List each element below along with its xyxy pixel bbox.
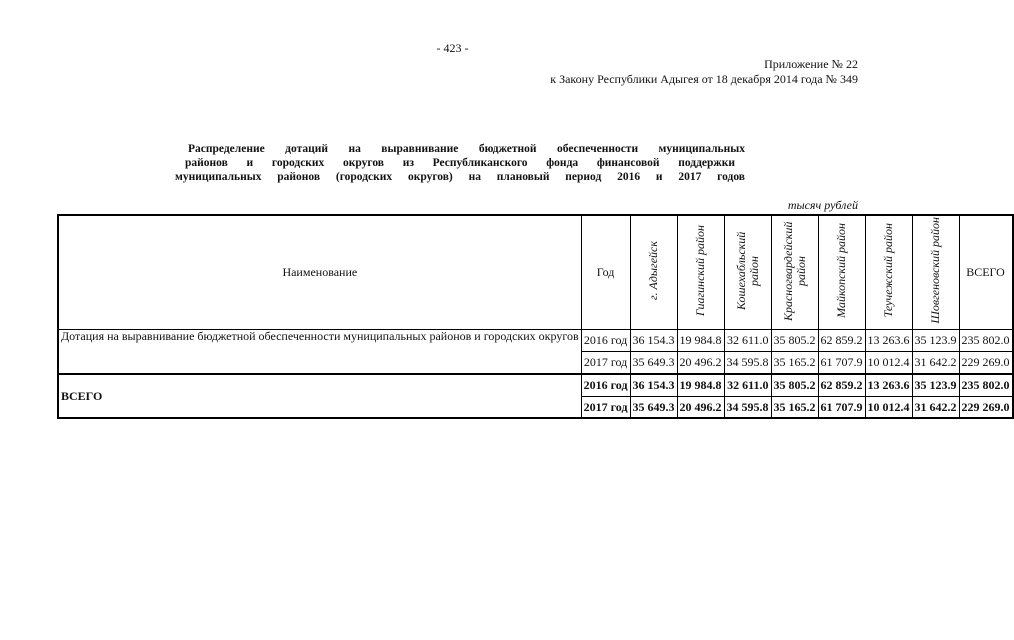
header-district-label: г. Адыгейск [646, 241, 661, 300]
table-cell: 35 123.9 [912, 330, 959, 352]
header-total: ВСЕГО [959, 215, 1013, 330]
header-year: Год [581, 215, 630, 330]
table-cell: 35 649.3 [630, 352, 677, 375]
document-title [175, 142, 745, 184]
table-cell: 35 165.2 [771, 397, 818, 419]
header-district-label: Красногвардейский район [780, 220, 808, 321]
cell-year: 2016 год [581, 374, 630, 397]
header-district-label: Гиагинский район [693, 224, 708, 317]
table-cell: 35 805.2 [771, 374, 818, 397]
appendix-number: Приложение № 22 [764, 57, 858, 71]
cell-year: 2017 год [581, 397, 630, 419]
table-cell: 31 642.2 [912, 397, 959, 419]
cell-total: 229 269.0 [959, 397, 1013, 419]
distribution-table [57, 214, 1014, 419]
header-district [724, 215, 771, 330]
table-cell: 32 611.0 [724, 374, 771, 397]
table-cell: 32 611.0 [724, 330, 771, 352]
header-district [630, 215, 677, 330]
cell-total: 235 802.0 [959, 330, 1013, 352]
cell-total: 229 269.0 [959, 352, 1013, 375]
header-district [771, 215, 818, 330]
table-cell: 35 165.2 [771, 352, 818, 375]
header-district [865, 215, 912, 330]
table-cell: 61 707.9 [818, 352, 865, 375]
table-cell: 34 595.8 [724, 352, 771, 375]
table-cell: 10 012.4 [865, 397, 912, 419]
row-name-subsidy: Дотация на выравнивание бюджетной обеспеченности муниципальных районов и городских округов [58, 330, 581, 375]
table-cell: 19 984.8 [677, 374, 724, 397]
table-row [58, 374, 1013, 397]
table-cell: 10 012.4 [865, 352, 912, 375]
title-line-1: Распределение дотаций на выравнивание бюджетной обеспеченности муниципальных [188, 143, 745, 155]
header-district-label: Шовгеновский район [928, 217, 943, 324]
header-district-label: Теучежский район [881, 223, 896, 318]
title-line-3: муниципальных районов (городских округов) на плановый период 2016 и 2017 годов [175, 171, 745, 183]
table-cell: 20 496.2 [677, 397, 724, 419]
header-district [818, 215, 865, 330]
table-cell: 31 642.2 [912, 352, 959, 375]
table-cell: 35 805.2 [771, 330, 818, 352]
table-cell: 13 263.6 [865, 374, 912, 397]
table-cell: 35 123.9 [912, 374, 959, 397]
header-name: Наименование [58, 215, 581, 330]
units-label: тысяч рублей [787, 198, 858, 212]
table-cell: 61 707.9 [818, 397, 865, 419]
page-number: - 423 - [436, 41, 469, 55]
header-district [677, 215, 724, 330]
header-district [912, 215, 959, 330]
table-cell: 62 859.2 [818, 330, 865, 352]
cell-total: 235 802.0 [959, 374, 1013, 397]
table-cell: 36 154.3 [630, 374, 677, 397]
cell-year: 2016 год [581, 330, 630, 352]
table-cell: 19 984.8 [677, 330, 724, 352]
appendix-law-reference: к Закону Республики Адыгея от 18 декабря 2014 года № 349 [550, 72, 858, 86]
header-row [58, 215, 1013, 330]
table-cell: 62 859.2 [818, 374, 865, 397]
cell-year: 2017 год [581, 352, 630, 375]
appendix-reference [550, 57, 858, 87]
header-district-label: Кошехабльский район [733, 231, 761, 310]
table-row [58, 330, 1013, 352]
table-cell: 13 263.6 [865, 330, 912, 352]
header-district-label: Майкопский район [834, 223, 849, 318]
table-cell: 36 154.3 [630, 330, 677, 352]
title-line-2: районов и городских округов из Республиканского фонда финансовой поддержки [185, 157, 735, 169]
row-name-grand-total: ВСЕГО [58, 374, 581, 418]
table-cell: 34 595.8 [724, 397, 771, 419]
table-cell: 20 496.2 [677, 352, 724, 375]
table-cell: 35 649.3 [630, 397, 677, 419]
